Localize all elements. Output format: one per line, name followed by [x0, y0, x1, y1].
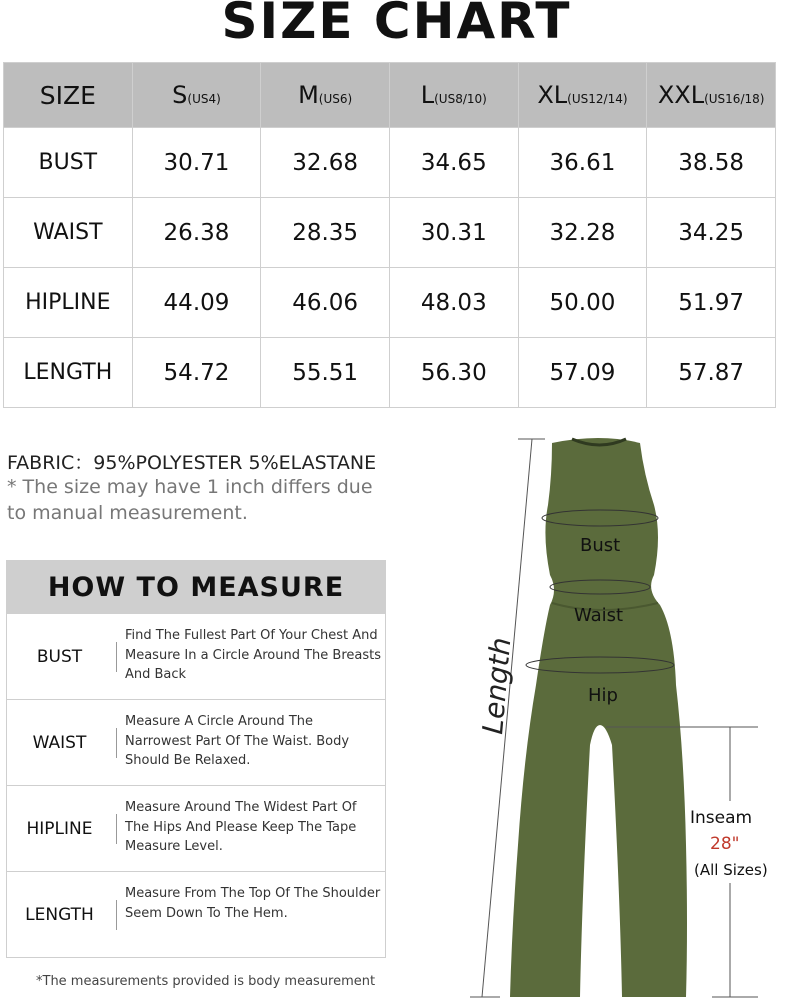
measure-desc-waist: Measure A Circle Around The Narrowest Part Of The Waist. Body Should Be Relaxed. [125, 714, 350, 768]
footnote: *The measurements provided is body measurement [36, 974, 376, 989]
table-row [4, 128, 776, 198]
row-label-waist: WAIST [4, 198, 133, 268]
table-cell: 38.58 [647, 128, 776, 198]
size-table-header [4, 63, 776, 128]
list-item [7, 871, 385, 957]
table-cell: 28.35 [261, 198, 390, 268]
table-cell: 30.31 [389, 198, 518, 268]
size-header-xxl [647, 63, 776, 128]
measure-label-waist: WAIST [32, 732, 87, 753]
divider [116, 814, 117, 844]
list-item [7, 613, 385, 699]
size-us: (US8/10) [434, 92, 487, 106]
table-cell: 54.72 [132, 338, 261, 408]
table-cell: 32.68 [261, 128, 390, 198]
inseam-label: Inseam [690, 808, 753, 828]
measure-desc-length: Measure From The Top Of The Shoulder Seem Down To The Hem. [125, 886, 381, 921]
table-cell: 26.38 [132, 198, 261, 268]
inseam-value: 28" [710, 834, 740, 854]
row-label-length: LENGTH [4, 338, 133, 408]
row-label-hipline: HIPLINE [4, 268, 133, 338]
size-header-m [261, 63, 390, 128]
measure-label-length: LENGTH [25, 904, 94, 925]
size-header-label: SIZE [4, 63, 133, 128]
size-us: (US4) [187, 92, 221, 106]
size-note: * The size may have 1 inch differs due to manual measurement. [7, 476, 373, 524]
table-cell: 46.06 [261, 268, 390, 338]
table-cell: 50.00 [518, 268, 647, 338]
measure-label-hipline: HIPLINE [26, 818, 93, 839]
divider [116, 900, 117, 930]
size-name: M [298, 81, 319, 109]
hip-label: Hip [588, 685, 618, 706]
jumpsuit-figure [440, 425, 793, 1000]
list-item [7, 785, 385, 871]
size-us: (US16/18) [704, 92, 765, 106]
size-name: XL [537, 81, 568, 109]
measure-desc-hipline: Measure Around The Widest Part Of The Hips And Please Keep The Tape Measure Level. [125, 800, 357, 854]
waist-label: Waist [574, 605, 624, 626]
table-cell: 56.30 [389, 338, 518, 408]
table-cell: 32.28 [518, 198, 647, 268]
size-header-s [132, 63, 261, 128]
size-name: S [172, 81, 188, 109]
table-cell: 48.03 [389, 268, 518, 338]
inseam-note: (All Sizes) [694, 861, 768, 879]
table-cell: 34.65 [389, 128, 518, 198]
size-name: XXL [657, 81, 705, 109]
size-header-l [389, 63, 518, 128]
divider [116, 642, 117, 672]
fabric-info: FABRIC：95%POLYESTER 5%ELASTANE [7, 452, 377, 474]
table-cell: 36.61 [518, 128, 647, 198]
length-label: Length [476, 636, 518, 736]
bust-label: Bust [580, 535, 621, 556]
table-cell: 30.71 [132, 128, 261, 198]
size-name: L [420, 81, 435, 109]
table-row [4, 268, 776, 338]
size-us: (US6) [318, 92, 353, 106]
table-cell: 57.87 [647, 338, 776, 408]
divider [116, 728, 117, 758]
table-row [4, 198, 776, 268]
table-cell: 44.09 [132, 268, 261, 338]
size-us: (US12/14) [567, 92, 628, 106]
table-cell: 51.97 [647, 268, 776, 338]
how-to-measure-box [6, 560, 386, 958]
size-header-xl [518, 63, 647, 128]
size-table [3, 62, 776, 408]
how-to-measure-title: HOW TO MEASURE [7, 561, 385, 613]
table-cell: 55.51 [261, 338, 390, 408]
measure-desc-bust: Find The Fullest Part Of Your Chest And Measure In a Circle Around The Breasts And Back [125, 628, 381, 682]
row-label-bust: BUST [4, 128, 133, 198]
table-row [4, 338, 776, 408]
measure-label-bust: BUST [36, 646, 83, 667]
list-item [7, 699, 385, 785]
table-cell: 57.09 [518, 338, 647, 408]
page-title: SIZE CHART [221, 0, 572, 50]
jumpsuit-garment [510, 438, 687, 997]
table-cell: 34.25 [647, 198, 776, 268]
